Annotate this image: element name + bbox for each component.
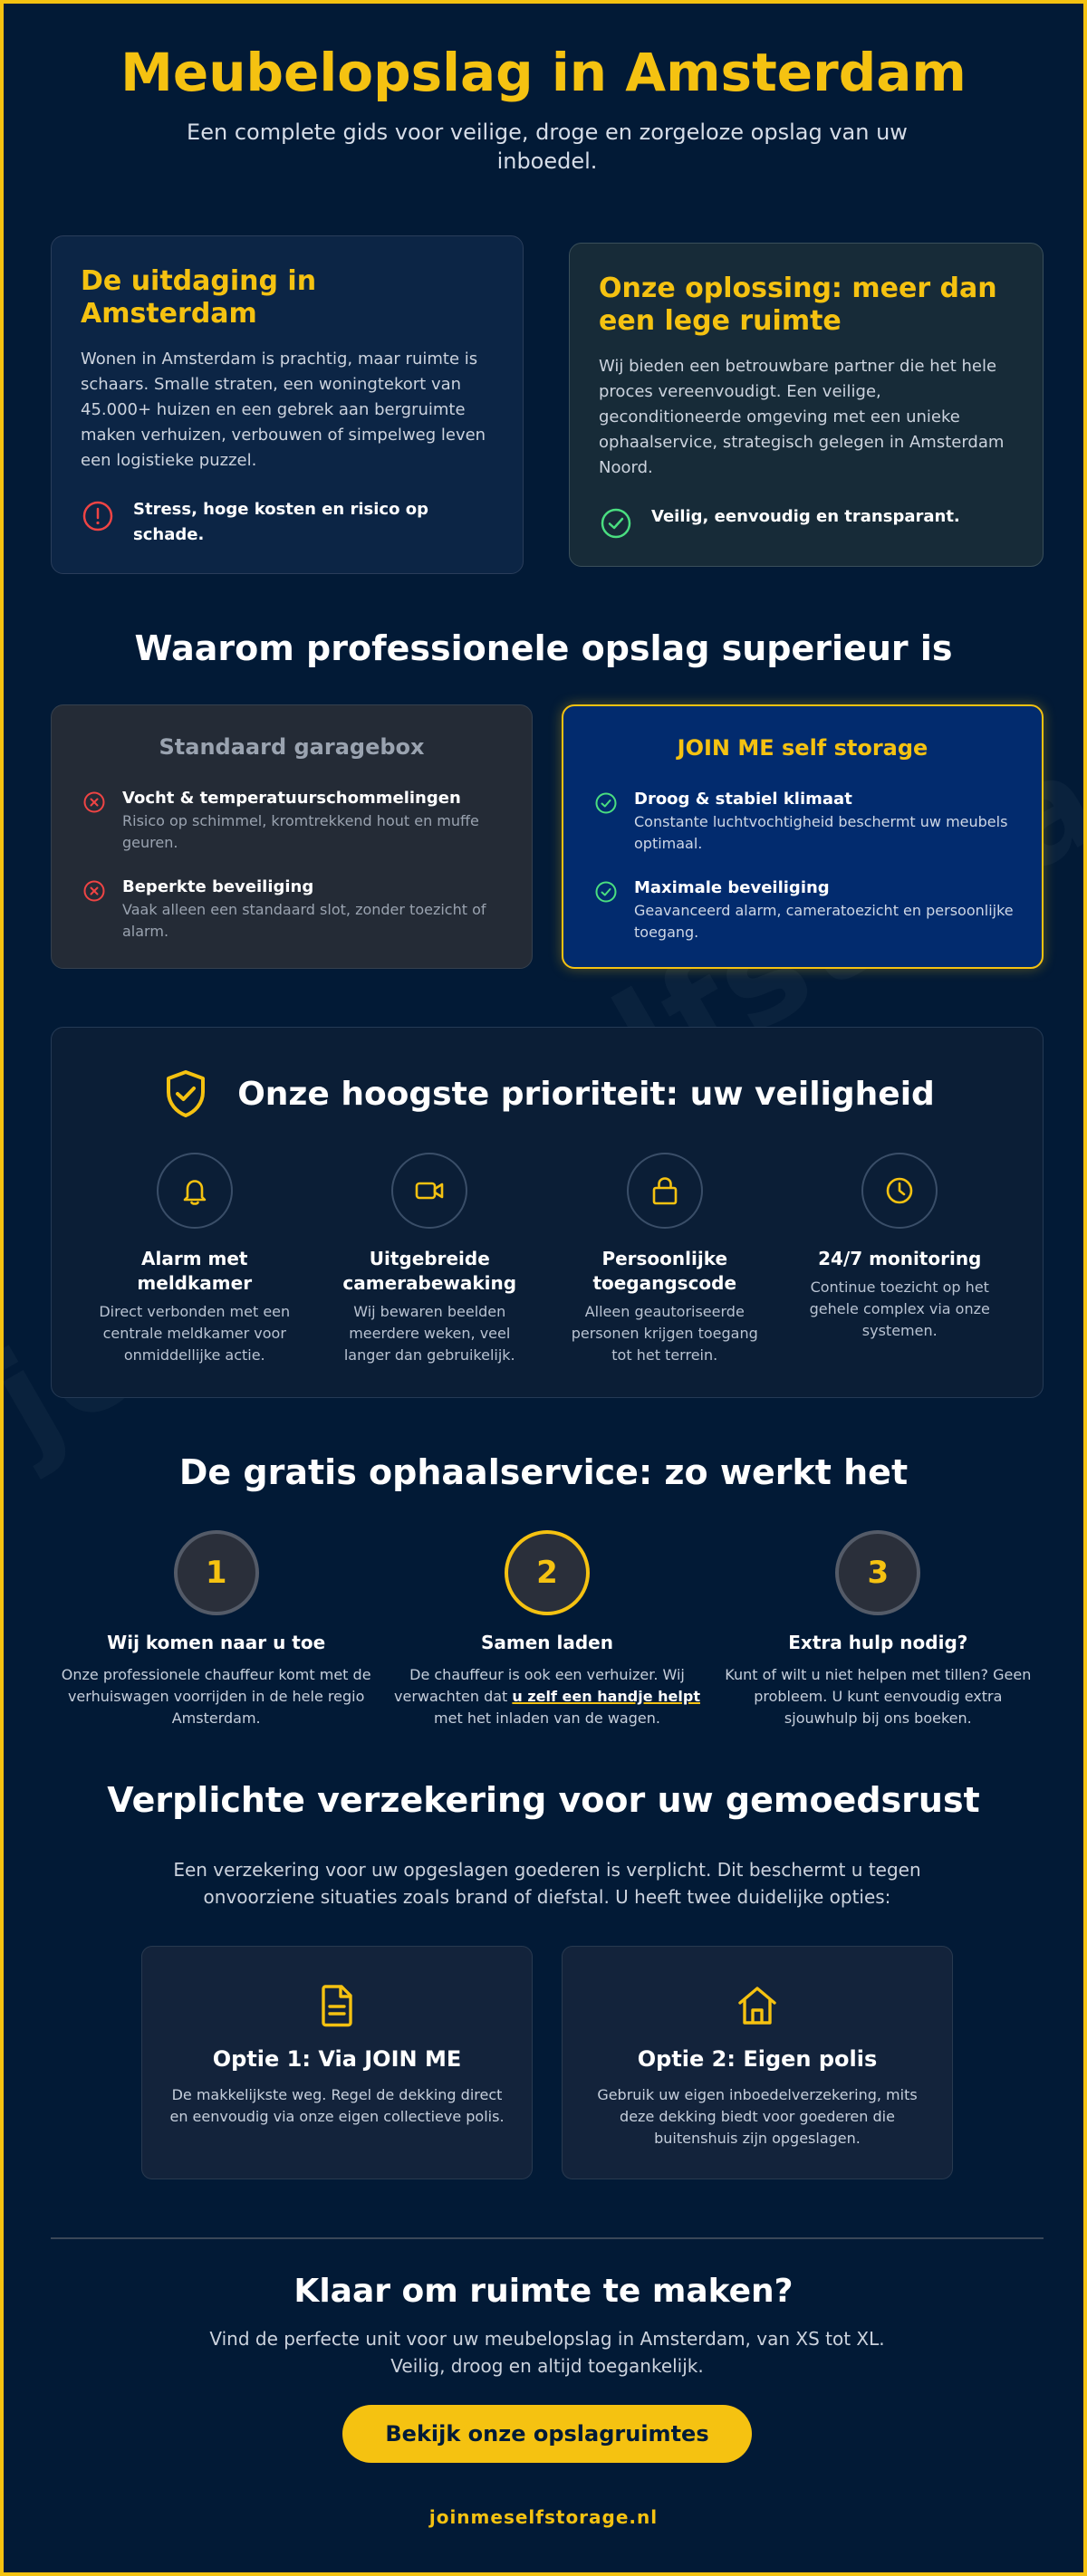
divider bbox=[51, 2237, 1044, 2239]
feature-title: Alarm met meldkamer bbox=[137, 1248, 253, 1294]
security-title: Onze hoogste prioriteit: uw veiligheid bbox=[237, 1075, 935, 1113]
solution-note bbox=[599, 504, 1014, 541]
feature-title: Persoonlijke toegangscode bbox=[592, 1248, 737, 1294]
insurance-option-own-policy bbox=[562, 1946, 953, 2179]
step-desc-before: De chauffeur is ook een verhuizer. Wij verwachten dat bbox=[394, 1666, 685, 1705]
feature-desc: Direct verbonden met een centrale meldkamer voor onmiddellijke actie. bbox=[99, 1303, 291, 1364]
item-desc: Constante luchtvochtigheid beschermt uw meubels optimaal. bbox=[634, 813, 1008, 852]
x-circle-icon bbox=[82, 879, 106, 903]
challenge-card bbox=[51, 235, 524, 574]
page-subtitle: Een complete gids voor veilige, droge en zorgeloze opslag van uw inboedel. bbox=[187, 120, 908, 174]
feature-icon-circle bbox=[627, 1153, 703, 1229]
clock-icon bbox=[881, 1173, 918, 1209]
feature-icon-circle bbox=[157, 1153, 233, 1229]
security-feature bbox=[313, 1153, 548, 1366]
standard-list bbox=[82, 787, 505, 964]
view-storage-button[interactable]: Bekijk onze opslagruimtes bbox=[342, 2405, 752, 2463]
step-title: Samen laden bbox=[481, 1632, 613, 1653]
page-title: Meubelopslag in Amsterdam bbox=[120, 42, 967, 103]
option-desc: De makkelijkste weg. Regel de dekking direct en eenvoudig via onze eigen collectieve polis. bbox=[169, 2086, 505, 2125]
challenge-body: Wonen in Amsterdam is prachtig, maar ruimte is schaars. Smalle straten, een woningtekort van 45.000+ huizen en een gebrek aan bergruimte maken verhuizen, verbouwen of simpelweg leven een logistieke puzzel. bbox=[81, 350, 486, 470]
shield-check-icon bbox=[159, 1068, 212, 1120]
x-circle-icon bbox=[82, 790, 106, 814]
check-circle-icon bbox=[599, 506, 633, 541]
insurance-title: Verplichte verzekering voor uw gemoedsrust bbox=[107, 1780, 980, 1820]
comparison-title: Waarom professionele opslag superieur is bbox=[134, 628, 953, 668]
option-desc: Gebruik uw eigen inboedelverzekering, mits deze dekking biedt voor goederen die buitenshuis zijn opgeslagen. bbox=[597, 2086, 918, 2147]
security-feature bbox=[783, 1153, 1018, 1366]
option-title: Optie 2: Eigen polis bbox=[637, 2046, 878, 2072]
challenge-title: De uitdaging in Amsterdam bbox=[81, 265, 317, 330]
step-1 bbox=[51, 1530, 381, 1729]
solution-title: Onze oplossing: meer dan een lege ruimte bbox=[599, 273, 997, 337]
step-desc bbox=[390, 1664, 703, 1729]
cta-subtitle: Vind de perfecte unit voor uw meubelopslag in Amsterdam, van XS tot XL. Veilig, droog en altijd toegankelijk. bbox=[209, 2328, 885, 2377]
insurance-option-joinme bbox=[141, 1946, 533, 2179]
standard-title: Standaard garagebox bbox=[159, 734, 425, 760]
security-panel bbox=[51, 1027, 1044, 1398]
feature-desc: Wij bewaren beelden meerdere weken, veel langer dan gebruikelijk. bbox=[343, 1303, 515, 1364]
joinme-title: JOIN ME self storage bbox=[677, 735, 928, 761]
feature-title: Uitgebreide camerabewaking bbox=[342, 1248, 517, 1294]
solution-note-text: Veilig, eenvoudig en transparant. bbox=[651, 507, 960, 526]
step-desc: Onze professionele chauffeur komt met de verhuiswagen voorrijden in de hele regio Amsterdam. bbox=[61, 1666, 371, 1727]
list-item bbox=[82, 787, 505, 854]
solution-card bbox=[569, 243, 1044, 567]
document-icon bbox=[313, 1981, 361, 2030]
item-desc: Vaak alleen een standaard slot, zonder toezicht of alarm. bbox=[122, 901, 486, 940]
website-link[interactable]: joinmeselfstorage.nl bbox=[428, 2506, 659, 2528]
step-desc-highlight: u zelf een handje helpt bbox=[512, 1688, 700, 1705]
step-2 bbox=[381, 1530, 712, 1729]
feature-desc: Continue toezicht op het gehele complex via onze systemen. bbox=[809, 1278, 990, 1339]
step-desc: Kunt of wilt u niet helpen met tillen? Geen probleem. U kunt eenvoudig extra sjouwhulp bij ons boeken. bbox=[725, 1666, 1032, 1727]
feature-desc: Alleen geautoriseerde personen krijgen toegang tot het terrein. bbox=[571, 1303, 758, 1364]
insurance-intro: Een verzekering voor uw opgeslagen goederen is verplicht. Dit beschermt u tegen onvoorziene situaties zoals brand of diefstal. U heeft twee duidelijke opties: bbox=[173, 1859, 921, 1908]
bell-icon bbox=[177, 1173, 213, 1209]
cta-title: Klaar om ruimte te maken? bbox=[293, 2273, 794, 2310]
list-item bbox=[82, 876, 505, 943]
security-feature bbox=[547, 1153, 783, 1366]
item-title: Maximale beveiliging bbox=[634, 878, 830, 897]
list-item bbox=[594, 788, 1015, 855]
step-desc-after: met het inladen van de wagen. bbox=[434, 1709, 660, 1727]
lock-icon bbox=[647, 1173, 683, 1209]
step-title: Wij komen naar u toe bbox=[107, 1632, 326, 1653]
security-features bbox=[77, 1153, 1017, 1366]
solution-body: Wij bieden een betrouwbare partner die het hele proces vereenvoudigt. Een veilige, geconditioneerde omgeving met een unieke ophaalservice, strategisch gelegen in Amsterdam Noord. bbox=[599, 357, 1005, 477]
check-circle-icon bbox=[594, 791, 618, 815]
option-title: Optie 1: Via JOIN ME bbox=[212, 2046, 462, 2072]
feature-icon-circle bbox=[861, 1153, 938, 1229]
step-3 bbox=[713, 1530, 1044, 1729]
standard-garagebox-card bbox=[51, 704, 533, 969]
challenge-note bbox=[81, 497, 494, 548]
home-icon bbox=[733, 1981, 782, 2030]
step-number: 1 bbox=[174, 1530, 259, 1615]
item-title: Vocht & temperatuurschommelingen bbox=[122, 789, 461, 808]
feature-title: 24/7 monitoring bbox=[818, 1248, 982, 1269]
alert-circle-icon bbox=[81, 499, 115, 533]
video-camera-icon bbox=[411, 1173, 447, 1209]
pickup-title: De gratis ophaalservice: zo werkt het bbox=[178, 1452, 909, 1492]
joinme-list bbox=[594, 788, 1015, 965]
item-desc: Geavanceerd alarm, cameratoezicht en persoonlijke toegang. bbox=[634, 902, 1014, 941]
step-title: Extra hulp nodig? bbox=[788, 1632, 968, 1653]
security-feature bbox=[77, 1153, 313, 1366]
joinme-storage-card bbox=[562, 704, 1044, 969]
step-number: 3 bbox=[835, 1530, 920, 1615]
challenge-note-text: Stress, hoge kosten en risico op schade. bbox=[133, 500, 428, 544]
check-circle-icon bbox=[594, 880, 618, 904]
item-title: Droog & stabiel klimaat bbox=[634, 790, 852, 809]
feature-icon-circle bbox=[391, 1153, 467, 1229]
item-desc: Risico op schimmel, kromtrekkend hout en muffe geuren. bbox=[122, 812, 479, 851]
item-title: Beperkte beveiliging bbox=[122, 877, 314, 896]
step-number: 2 bbox=[505, 1530, 590, 1615]
security-heading bbox=[52, 1068, 1043, 1120]
pickup-steps bbox=[51, 1530, 1044, 1729]
list-item bbox=[594, 876, 1015, 943]
